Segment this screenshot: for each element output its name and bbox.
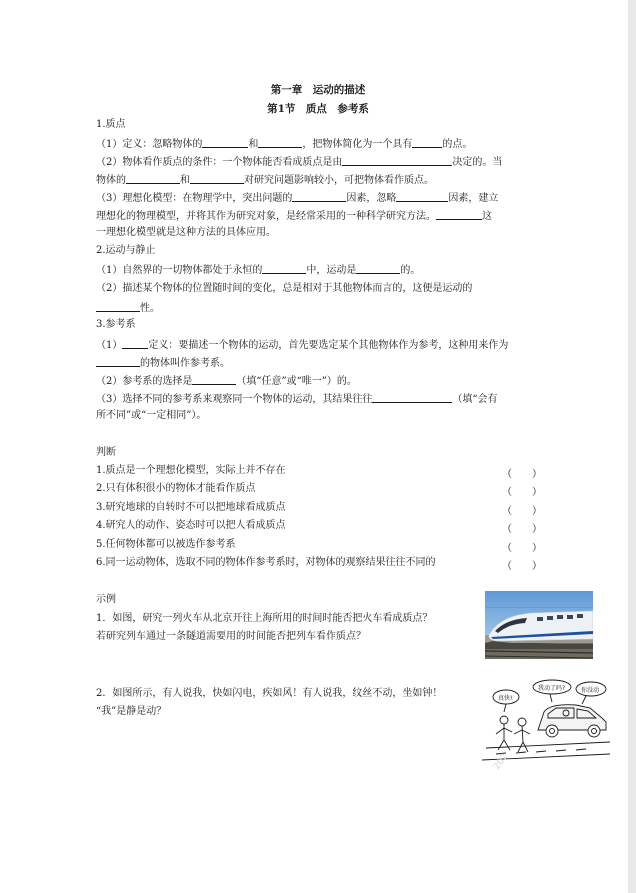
s3-line-4: [96, 392, 498, 406]
text: （2）参考系的选择是: [96, 376, 193, 387]
s2-heading: 2.运动与静止: [96, 245, 156, 256]
text: 的。: [400, 265, 421, 276]
judge-item-1: 1.质点是一个理想化模型，实际上并不存在: [96, 465, 286, 476]
bubble-text-1: 真快!: [498, 695, 513, 702]
answer-parens[interactable]: （ ）: [502, 506, 542, 517]
judge-item-4: 4.研究人的动作、姿态时可以把人看成质点: [96, 520, 286, 531]
text: ，把物体简化为一个具有: [302, 139, 413, 150]
chapter-title: 第一章 运动的描述: [270, 84, 366, 96]
answer-parens[interactable]: （ ）: [502, 487, 542, 498]
answer-blank[interactable]: [190, 173, 244, 184]
text: （1）: [96, 340, 123, 351]
example-q1-line-2: 若研究列车通过一条隧道需要用的时间能否把列车看作质点？: [96, 631, 366, 642]
text: 物体的: [96, 175, 126, 186]
text: 的物体叫作参考系。: [140, 358, 230, 369]
s3-line-5: 所不同”或“一定相同”）。: [96, 410, 207, 421]
text: 中，运动是: [306, 265, 357, 276]
answer-blank[interactable]: [96, 356, 140, 367]
page-edge: [628, 0, 636, 893]
answer-blank[interactable]: [356, 263, 400, 274]
answer-blank[interactable]: [96, 301, 140, 312]
s3-line-2: [96, 356, 230, 370]
answer-blank[interactable]: [396, 191, 448, 202]
text: （填“会有: [452, 394, 498, 405]
answer-blank[interactable]: [412, 137, 442, 148]
s1-line-3: [96, 173, 434, 187]
judge-item-6: 6.同一运动物体，选取不同的物体作参考系时，对物体的观察结果往往不同的: [96, 557, 436, 568]
example-q2-line-1: 2．如图所示，有人说我，快如闪电，疾如风！有人说我，纹丝不动，坐如钟！: [96, 688, 443, 699]
text: 定义：要描述一个物体的运动，首先要选定某个其他物体作为参考，这种用来作为: [148, 340, 509, 351]
text: 因素，忽略: [346, 193, 397, 204]
section-title: 第1节 质点 参考系: [267, 103, 369, 115]
bubble-text-2: 我动了吗?: [538, 685, 566, 692]
s1-line-5: [96, 209, 492, 223]
s2-line-3: [96, 301, 160, 315]
judge-item-2: 2.只有体积很小的物体才能看作质点: [96, 483, 256, 494]
text: （填“任意”或“唯一”）的。: [236, 376, 357, 387]
answer-blank[interactable]: [436, 209, 482, 220]
s3-heading: 3.参考系: [96, 319, 136, 330]
answer-parens[interactable]: （ ）: [502, 543, 542, 554]
example-q1-line-1: 1．如图，研究一列火车从北京开往上海所用的时间时能否把火车看成质点？: [96, 613, 433, 624]
car-passenger-cartoon: [478, 672, 610, 772]
judge-heading: 判断: [96, 447, 116, 458]
example-q2-line-2: “我”是静是动？: [96, 706, 167, 717]
answer-blank[interactable]: [262, 263, 306, 274]
answer-parens[interactable]: （ ）: [502, 469, 542, 480]
bubble-text-3: 你没动: [581, 687, 600, 694]
text: （1）定义：忽略物体的: [96, 139, 203, 150]
text: （3）理想化模型：在物理学中，突出问题的: [96, 193, 293, 204]
text: 理想化的物理模型，并将其作为研究对象，是经常采用的一种科学研究方法。: [96, 211, 436, 222]
text: 因素，建立: [448, 193, 499, 204]
watermark-text: 202: [492, 751, 511, 772]
s3-line-3: [96, 374, 357, 388]
text: 性。: [140, 303, 160, 314]
s3-line-1: [96, 338, 508, 352]
answer-blank[interactable]: [192, 374, 236, 385]
judge-item-5: 5.任何物体都可以被选作参考系: [96, 539, 236, 550]
s1-line-4: [96, 191, 498, 205]
answer-blank[interactable]: [202, 137, 248, 148]
text: 对研究问题影响较小，可把物体看作质点。: [244, 175, 434, 186]
text: 和: [248, 139, 259, 150]
s1-line-2: [96, 155, 502, 169]
example-heading: 示例: [96, 594, 116, 605]
s1-line-1: [96, 137, 472, 151]
s1-heading: 1.质点: [96, 119, 126, 130]
text: 这: [482, 211, 492, 222]
answer-parens[interactable]: （ ）: [502, 561, 542, 572]
answer-parens[interactable]: （ ）: [502, 524, 542, 535]
high-speed-train-photo: [485, 591, 593, 659]
answer-blank[interactable]: [122, 338, 148, 349]
answer-blank[interactable]: [342, 155, 452, 166]
s2-line-2: （2）描述某个物体的位置随时间的变化，总是相对于其他物体而言的，这便是运动的: [96, 283, 473, 294]
answer-blank[interactable]: [372, 392, 452, 403]
s1-line-6: 一理想化模型就是这种方法的具体应用。: [96, 227, 276, 238]
text: 和: [180, 175, 190, 186]
answer-blank[interactable]: [292, 191, 346, 202]
text: （1）自然界的一切物体都处于永恒的: [96, 265, 263, 276]
s2-line-1: [96, 263, 420, 277]
answer-blank[interactable]: [126, 173, 180, 184]
text: 的点。: [442, 139, 473, 150]
text: 决定的。当: [452, 157, 503, 168]
text: （3）选择不同的参考系来观察同一个物体的运动，其结果往往: [96, 394, 373, 405]
text: （2）物体看作质点的条件：一个物体能否看成质点是由: [96, 157, 343, 168]
answer-blank[interactable]: [258, 137, 302, 148]
judge-item-3: 3.研究地球的自转时不可以把地球看成质点: [96, 502, 286, 513]
